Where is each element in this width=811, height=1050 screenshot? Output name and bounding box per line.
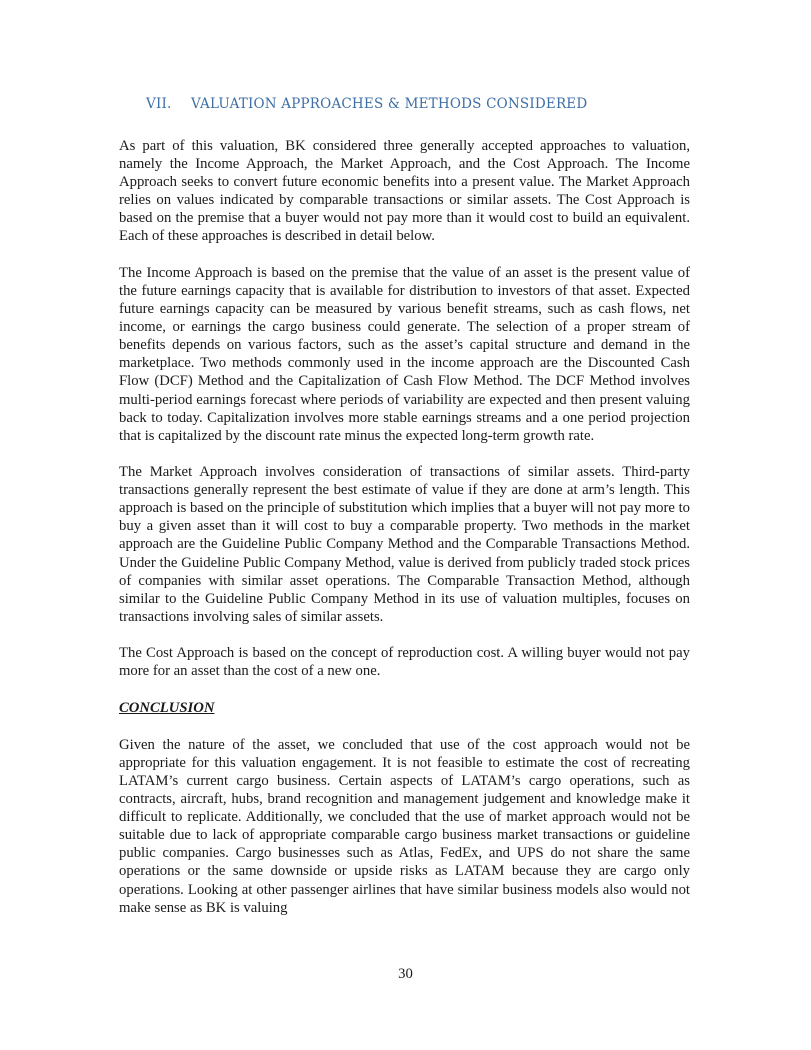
paragraph-income-approach: The Income Approach is based on the premise that the value of an asset is the present value of the future earnings capacity that is available for distribution to investors of that asset. Expected future earnings capacity can be measured by various benefit streams, such as cash flows, net income, or earnings the cargo business could generate. The selection of a proper stream of benefits depends on various factors, such as the asset’s capital structure and demand in the marketplace. Two methods commonly used in the income approach are the Discounted Cash Flow (DCF) Method and the Capitalization of Cash Flow Method. The DCF Method involves multi-period earnings forecast where periods of variability are expected and then present valuing back to today. Capitalization involves more stable earnings streams and a one period projection that is capitalized by the discount rate minus the expected long-term growth rate.: [119, 264, 690, 444]
body-text: [119, 137, 690, 917]
page-number: 30: [398, 966, 413, 982]
paragraph-conclusion: Given the nature of the asset, we concluded that use of the cost approach would not be appropriate for this valuation engagement. It is not feasible to estimate the cost of recreating LATAM’s current cargo business. Certain aspects of LATAM’s cargo operations, such as contracts, aircraft, hubs, brand recognition and management judgement and knowledge make it difficult to replicate. Additionally, we concluded that the use of market approach would not be suitable due to lack of appropriate comparable cargo business market transactions or guideline public companies. Cargo businesses such as Atlas, FedEx, and UPS do not share the same operations or the same downside or upside risks as LATAM because they are cargo only operations. Looking at other passenger airlines that have similar business models also would not make sense as BK is valuing: [119, 736, 690, 916]
paragraph-cost-approach: The Cost Approach is based on the concept of reproduction cost. A willing buyer would not pay more for an asset than the cost of a new one.: [119, 645, 690, 680]
section-heading: [146, 96, 587, 112]
section-number: VII.: [146, 96, 172, 112]
conclusion-heading: CONCLUSION: [119, 699, 215, 716]
paragraph-market-approach: The Market Approach involves consideration of transactions of similar assets. Third-party transactions generally represent the best estimate of value if they are done at arm’s length. This approach is based on the principle of substitution which implies that a buyer will not pay more to buy a given asset than it will cost to buy a comparable property. Two methods in the market approach are the Guideline Public Company Method and the Comparable Transactions Method. Under the Guideline Public Company Method, value is derived from publicly traded stock prices of companies with similar asset operations. The Comparable Transaction Method, although similar to the Guideline Public Company Method in its use of valuation multiples, focuses on transactions involving sales of similar assets.: [119, 464, 690, 625]
paragraph-overview: As part of this valuation, BK considered three generally accepted approaches to valuation, namely the Income Approach, the Market Approach, and the Cost Approach. The Income Approach seeks to convert future economic benefits into a present value. The Market Approach relies on values indicated by comparable transactions or similar assets. The Cost Approach is based on the premise that a buyer would not pay more than it would cost to build an equivalent. Each of these approaches is described in detail below.: [119, 138, 690, 245]
section-title: VALUATION APPROACHES & METHODS CONSIDERED: [191, 96, 588, 112]
